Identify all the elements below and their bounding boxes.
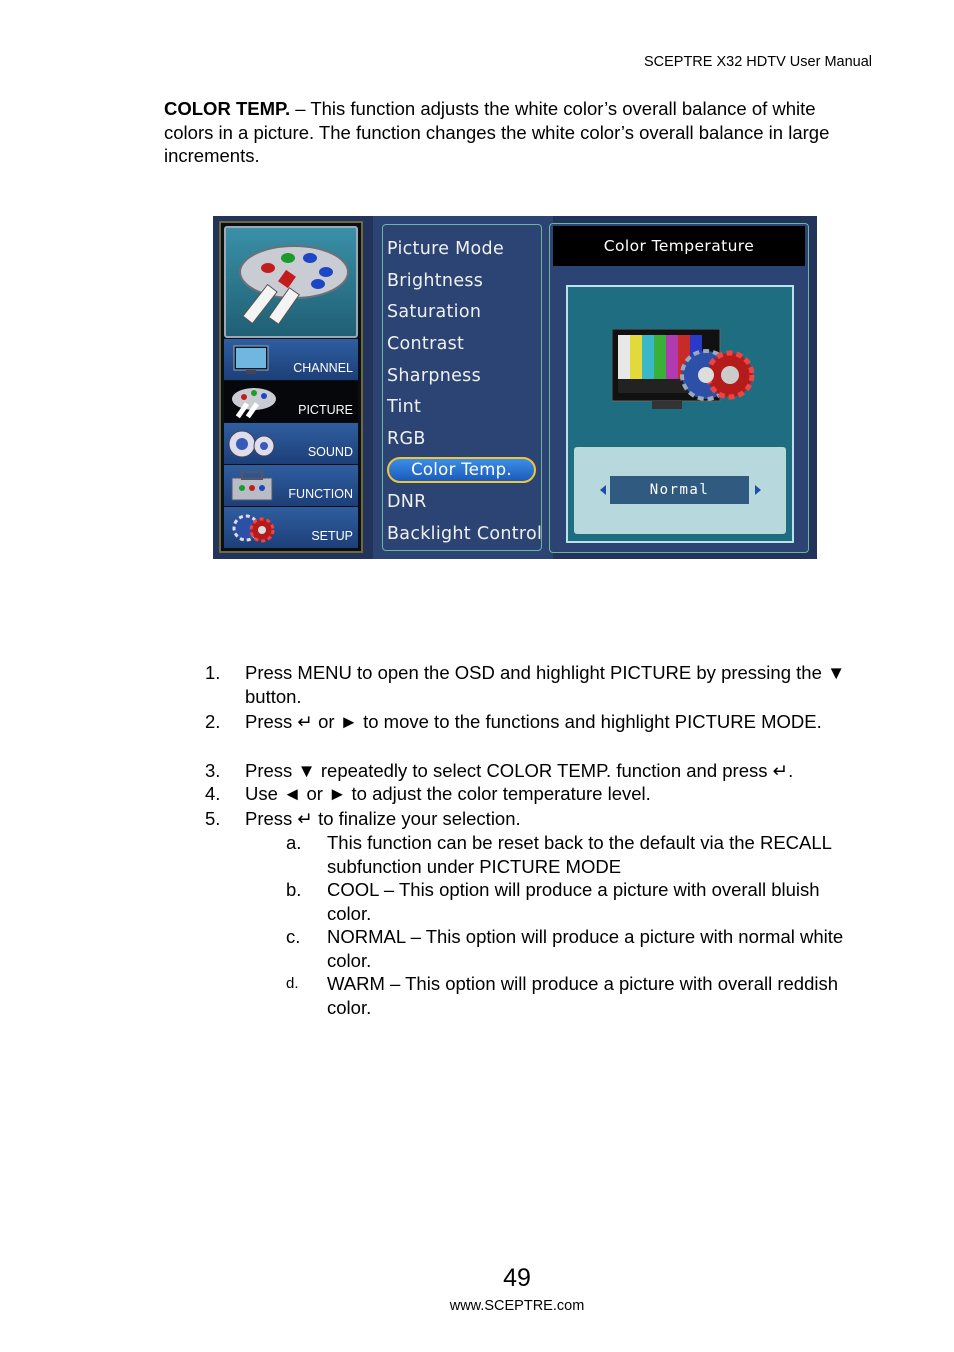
intro-term: COLOR TEMP. xyxy=(164,98,291,119)
menu-list-panel xyxy=(373,216,553,559)
manual-header: SCEPTRE X32 HDTV User Manual xyxy=(643,54,872,70)
detail-title: Color Temperature xyxy=(553,226,805,266)
menu-item-rgb[interactable]: RGB xyxy=(387,429,426,449)
category-channel[interactable] xyxy=(224,338,358,380)
toolbox-icon xyxy=(228,468,280,504)
step-number: 3. xyxy=(205,760,221,781)
substep-text: NORMAL – This option will produce a picture with normal white color. xyxy=(327,926,844,971)
menu-item-backlight-control[interactable]: Backlight Control xyxy=(387,524,543,544)
gear-icon xyxy=(228,510,280,546)
intro-description: – This function adjusts the white color’s overall balance of white colors in a picture. The function changes the white color’s overall balance in large increments. xyxy=(164,98,830,166)
detail-panel xyxy=(549,223,809,553)
category-setup[interactable] xyxy=(224,506,358,548)
category-label: CHANNEL xyxy=(293,361,353,375)
substep-letter: b. xyxy=(286,879,302,900)
category-label: FUNCTION xyxy=(288,487,353,501)
menu-item-sharpness[interactable]: Sharpness xyxy=(387,366,482,386)
menu-item-picture-mode[interactable]: Picture Mode xyxy=(387,239,505,259)
menu-item-brightness[interactable]: Brightness xyxy=(387,271,484,291)
picture-hero-icon xyxy=(224,226,358,338)
osd-screen xyxy=(213,216,817,559)
substep-text: This function can be reset back to the default via the RECALL subfunction under PICTURE MODE xyxy=(327,832,832,877)
substep-text: COOL – This option will produce a picture with overall bluish color. xyxy=(327,879,820,924)
category-panel xyxy=(219,221,363,553)
category-label: PICTURE xyxy=(298,403,353,417)
substep-text: WARM – This option will produce a picture with overall reddish color. xyxy=(327,973,839,1018)
category-sound[interactable] xyxy=(224,422,358,464)
intro-paragraph xyxy=(164,97,854,168)
category-picture[interactable] xyxy=(224,380,358,422)
detail-body xyxy=(566,285,794,543)
menu-item-saturation[interactable]: Saturation xyxy=(387,302,482,322)
step-number: 4. xyxy=(205,783,221,804)
menu-item-dnr[interactable]: DNR xyxy=(387,492,427,512)
category-label: SETUP xyxy=(311,529,353,543)
step-text: Press ↵ or ► to move to the functions and highlight PICTURE MODE. xyxy=(245,711,822,732)
color-temp-value[interactable]: Normal xyxy=(610,476,749,504)
speaker-icon xyxy=(228,426,280,462)
step-text: Use ◄ or ► to adjust the color temperature level. xyxy=(245,783,651,804)
step-text: Press ▼ repeatedly to select COLOR TEMP. function and press ↵. xyxy=(245,760,794,781)
left-arrow-icon[interactable] xyxy=(600,485,606,495)
step-number: 5. xyxy=(205,808,221,829)
menu-item-contrast[interactable]: Contrast xyxy=(387,334,465,354)
step-text: Press MENU to open the OSD and highlight PICTURE by pressing the ▼ button. xyxy=(245,662,846,707)
right-arrow-icon[interactable] xyxy=(755,485,761,495)
value-selector xyxy=(574,447,786,534)
step-number: 1. xyxy=(205,662,221,683)
tv-icon xyxy=(228,342,280,378)
menu-item-tint[interactable]: Tint xyxy=(387,397,422,417)
substep-letter: a. xyxy=(286,832,302,853)
footer-website: www.SCEPTRE.com xyxy=(449,1298,585,1314)
menu-item-color-temp-selected[interactable]: Color Temp. xyxy=(387,457,536,483)
substep-letter: c. xyxy=(286,926,301,947)
color-bars-monitor-icon xyxy=(612,329,760,415)
page-number: 49 xyxy=(503,1264,531,1292)
step-text: Press ↵ to finalize your selection. xyxy=(245,808,521,829)
substep-letter: d. xyxy=(286,975,299,992)
palette-icon xyxy=(228,384,280,420)
category-function[interactable] xyxy=(224,464,358,506)
step-number: 2. xyxy=(205,711,221,732)
category-label: SOUND xyxy=(307,445,353,459)
